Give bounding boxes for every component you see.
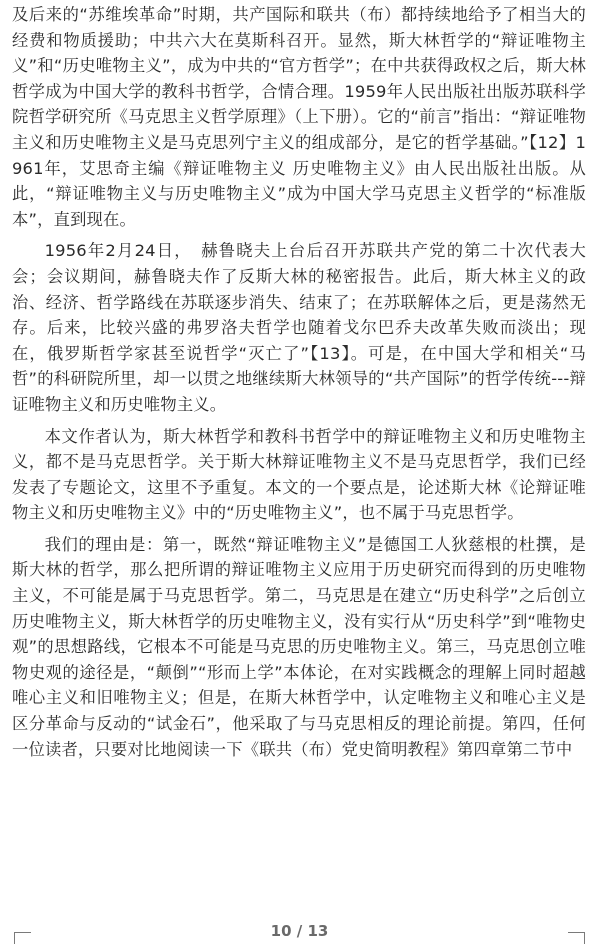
paragraph-author-view: 本文作者认为，斯大林哲学和教科书哲学中的辩证唯物主义和历史唯物主义，都不是马克思哲学。关于斯大林辩证唯物主义不是马克思哲学，我们已经发表了专题论文，这里不予重复。本文的一个要点是，论述斯大林《论辩证唯物主义和历史唯物主义》中的“历史唯物主义”，也不属于马克思哲学。: [12, 426, 586, 523]
page-footer: [0, 920, 599, 943]
page-corner-right-mark: [568, 932, 585, 944]
page-indicator: 10 / 13: [270, 922, 329, 940]
paragraph-khrushchev: 1956年2月24日， 赫鲁晓夫上台后召开苏联共产党的第二十次代表大会；会议期间，赫鲁晓夫作了反斯大林的秘密报告。此后，斯大林主义的政治、经济、哲学路线在苏联逐步消失、结束了；在苏联解体之后，更是荡然无存。后来，比较兴盛的弗罗洛夫哲学也随着戈尔巴乔夫改革失败而淡出；现在，俄罗斯哲学家甚至说哲学“灭亡了”【13】。可是，在中国大学和相关“马哲”的科研院所里，却一以贯之地继续斯大林领导的“共产国际”的哲学传统---辩证唯物主义和历史唯物主义。: [12, 241, 586, 414]
article-text: [12, 2, 586, 762]
paragraph-continued: 及后来的“苏维埃革命”时期，共产国际和联共（布）都持续地给予了相当大的经费和物质援助；中共六大在莫斯科召开。显然，斯大林哲学的“辩证唯物主义”和“历史唯物主义”，成为中共的“官方哲学”；在中共获得政权之后，斯大林哲学成为中国大学的教科书哲学，合情合理。1959年人民出版社出版苏联科学院哲学研究所《马克思主义哲学原理》（上下册）。它的“前言”指出：“辩证唯物主义和历史唯物主义是马克思列宁主义的组成部分，是它的哲学基础。”【12】1961年，艾思奇主编《辩证唯物主义 历史唯物主义》由人民出版社出版。从此，“辩证唯物主义与历史唯物主义”成为中国大学马克思主义哲学的“标准版本”，直到现在。: [12, 5, 586, 229]
paragraph-reasons: 我们的理由是：第一，既然“辩证唯物主义”是德国工人狄慈根的杜撰，是斯大林的哲学，那么把所谓的辩证唯物主义应用于历史研究而得到的历史唯物主义，不可能是属于马克思哲学。第二，马克思是在建立“历史科学”之后创立历史唯物主义，斯大林哲学的历史唯物主义，没有实行从“历史科学”到“唯物史观”的思想路线，它根本不可能是马克思的历史唯物主义。第三，马克思创立唯物史观的途径是，“颠倒”“形而上学”本体论，在对实践概念的理解上同时超越唯心主义和旧唯物主义；但是，在斯大林哲学中，认定唯物主义和唯心主义是区分革命与反动的“试金石”，他采取了与马克思相反的理论前提。第四，任何一位读者，只要对比地阅读一下《联共（布）党史简明教程》第四章第二节中: [12, 534, 586, 759]
